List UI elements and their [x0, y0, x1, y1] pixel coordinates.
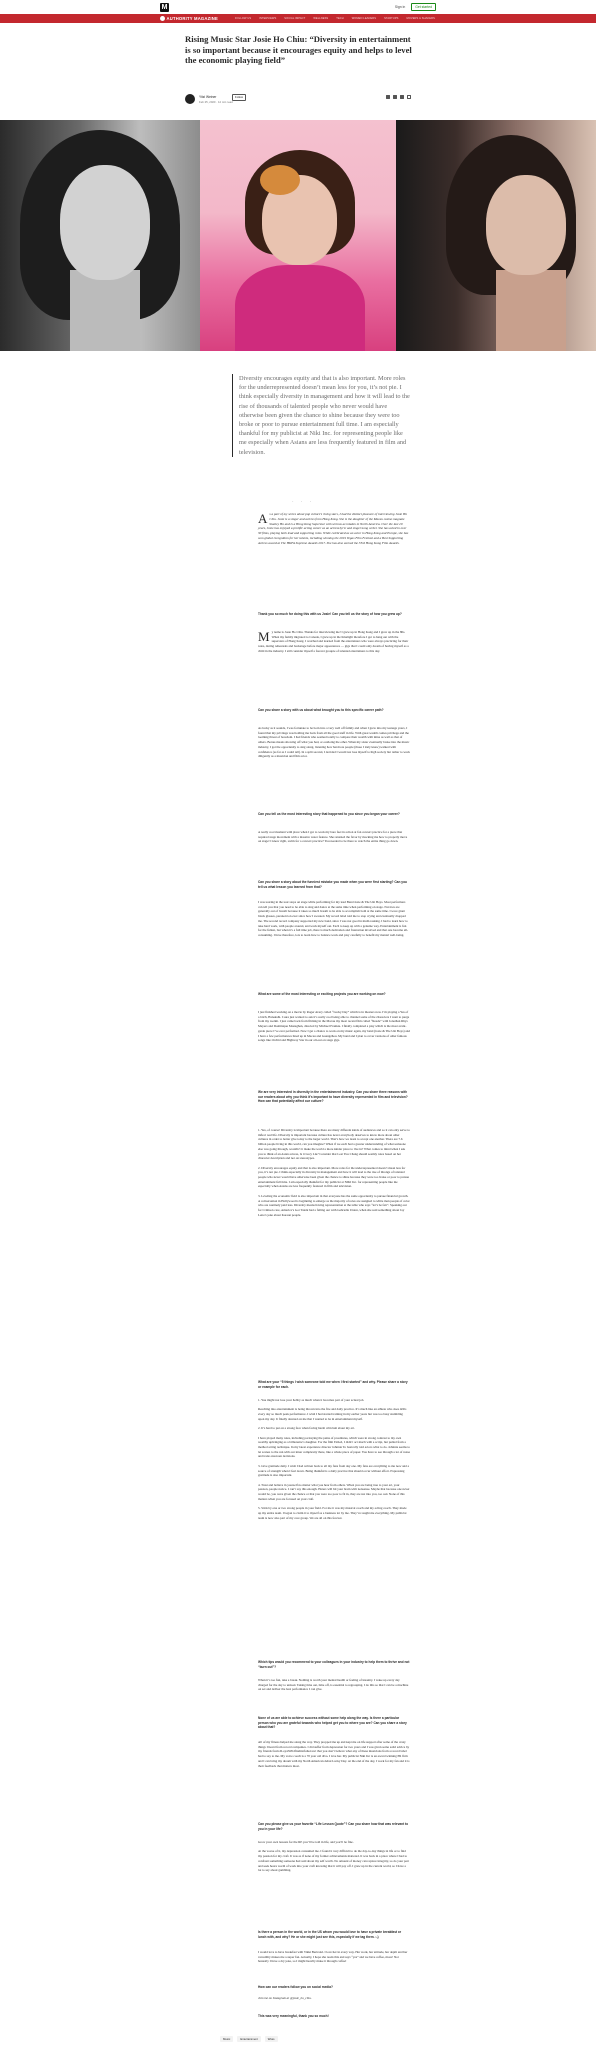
- question-3: Can you tell us the most interesting story that happened to you since you began your career?: [258, 812, 400, 816]
- nav-item-wellness[interactable]: WELLNESS: [313, 17, 329, 21]
- nav-item-follow-us[interactable]: FOLLOW US: [235, 17, 252, 21]
- bookmark-icon[interactable]: [407, 95, 411, 99]
- nav-item-women-leaders[interactable]: WOMEN LEADERS: [351, 17, 377, 21]
- get-started-button[interactable]: Get started: [411, 3, 436, 11]
- answer-4: I was touring in the tour stops on stage while performing for my lead Band Josie & The Uni Boys. Most performers can tell you that you need to be able to sing and dance at the same time when performing on stage. Novices are generally out of breath because it takes so much breath to be able to accomplish both at the same time. I wore giant black glasses, paranoid on ever since how I sweated. My record label told me to stop crying and eventually dropped me. The second record company supported my new band, since I was not good in multi-tasking. I had to learn how to take hard work, with people around, and work myself out. Each to keep up with a genuine way. Entertainment is fun for the fullest, but when it's a full time job, there is much dedication and frustration involved and that one become all-consuming. I have therefore, lots to learn how to balance work and play carefully to benefit my mental well-being.: [258, 900, 409, 937]
- publication-name: AUTHORITY MAGAZINE: [166, 16, 218, 21]
- question-9: None of us are able to achieve success without some help along the way. Is there a particular person who you are grateful towards who helped get you to where you are? Can you share a story about that?: [258, 1716, 407, 1730]
- question-11: Is there a person in the world, or in the US whom you would love to have a private breakfast or lunch with, and why? He or she might just see this, especially if we tag them. :-): [258, 1930, 402, 1939]
- top-bar: [0, 0, 596, 14]
- question-13: This was very meaningful, thank you so much!: [258, 2014, 329, 2018]
- sign-in-link[interactable]: Sign in: [394, 5, 406, 9]
- answer-8: When it’s too fun, take a break. Nothing is worth your mental health or feeling of insanity. I wake up every day charged for the day to unload. Taking time out, time off, is essential to regrouping. I do this so that I can be a machine on set and deliver the best performance I can give.: [258, 1678, 409, 1692]
- hero-photo-right: [396, 120, 596, 351]
- author-avatar[interactable]: [185, 94, 195, 104]
- answer-1-dropcap: M: [258, 628, 270, 644]
- answer-12: Join me on Instagram at @josie_ho_chiu.: [258, 1996, 312, 2000]
- article-title: Rising Music Star Josie Ho Chiu: “Diversity in entertainment is so important because it encourages equity and helps to level the economic playing field”: [185, 34, 412, 66]
- tag-music[interactable]: Music: [220, 2036, 233, 2042]
- article-intro: [258, 512, 410, 546]
- hero-photo-center: [200, 120, 396, 351]
- nav-item-tech[interactable]: TECH: [336, 17, 344, 21]
- post-meta: Feb 25, 2020 · 12 min read: [199, 100, 233, 104]
- publication-nav-items: [235, 17, 435, 20]
- medium-logo[interactable]: M: [161, 4, 168, 11]
- question-2: Can you share a story with us about what brought you to this specific career path?: [258, 708, 384, 712]
- intro-text: s a part of my series about pop culture’s rising stars, I had the distinct pleasure of interviewing Josie Ho Chiu. Josie is a singer and actress from Hong Kong. She is the daughter of the Macau casino magnate Stanley Ho and is a Hong Kong Superstar with serious accolades in North America. Over the last 20 years, Josie has enjoyed a prolific acting career as an actress/lyric and singer/song writer. She has acted in over 30 films, playing both lead and supporting roles. While celebrated as an actor in Hong Kong and Europe, she has won global recognition for her talents, including winning the 2019 Vegas Film Festival and a Best Supporting Actress award at The HKFA Supreme Awards 2017. She has also earned the 33rd Hong Kong Film Awards.: [258, 512, 409, 545]
- question-1: Thank you so much for doing this with us Josie! Can you tell us the story of how you grew up?: [258, 612, 402, 616]
- tag-wsss[interactable]: Wsss: [265, 2036, 278, 2042]
- article-tags: [220, 2036, 278, 2042]
- nav-item-startups[interactable]: STARTUPS: [384, 17, 399, 21]
- answer-5: I just finished working on a movie by Roger Avery called “Lucky Day” which is in theaters now. I’m playing a Yes of a bitch, Hanakshi. I sure just wanted to ask it’s really cool being able to channel some of the characters I want to purge from my toolkit. I just came back from filming in the Macau my most recent film called “Reade” with Jonathan Rhys Meyers and Dominique Monaghan, directed by Michael Frankie. I finally completed a play which is the most avant-garde piece I’ve ever performed. Now I get a chance to work on my music again, my band (Josie & The Uni Boys) and I have a few performances lined up in Macau and Guangzhou. My band and I plan to cover versions of other famous songs like Orchid and Highway Star in our all-out on stage gigs.: [258, 1010, 410, 1043]
- tag-entertainment[interactable]: Entertainment: [237, 2036, 260, 2042]
- answer-10: Grow your own lessons for the RE you’ll be told in life, and you’ll be fine. At the worse of it, my depression consumed me. I found it very difficult to do the day-to-day things in life or to find my passion for my craft. It was as if none of my former achievements mattered. It was back in a place where I had to confront something someone had said about my self worth. No amount of money can replace integrity, so do your part and seek hours worth of work into your craft knowing that it will pay off. I grew up in the current world, so I have a lot to say about gambling.: [258, 1840, 409, 1873]
- author-row: [185, 94, 411, 106]
- publication-logo[interactable]: [160, 16, 218, 21]
- publication-badge-icon: [160, 16, 165, 21]
- share-icons: [386, 95, 411, 99]
- answer-3: A really cool moment with place when I got to work my bare feet in action at fan concert practice for a piece that required stage movement with a massive water feature. She returned the favor by mocking me how to properly move on stage! I know right, swim for a concert practice? You needed to be there to watch the entire thing go down.: [258, 830, 408, 844]
- question-6: We are very interested in diversity in the entertainment industry. Can you share three reasons with our readers about why you think it’s important to have diversity represented in film and television? How can that potentially affect our culture?: [258, 1090, 408, 1104]
- question-7: What are your “5 things I wish someone told me when I first started” and why. Please share a story or example for each.: [258, 1380, 408, 1389]
- nav-item-interviews[interactable]: INTERVIEWS: [259, 17, 277, 21]
- question-12: How can our readers follow you on social media?: [258, 1985, 333, 1989]
- answer-9: All of my fitness helped me along the way. They propped me up and kept me on life support after some of the crazy things I heard from record companies. I did suffer from depression for two years and I was given some solid advice by my friends from #LoyalWildfireKinfolkcrewt that you don’t believe what any of these musicians from a record label had to say to me. My voice coach is a 70 year old diva. I love her. My publicist Niki Inc is an award winning PR firm and I can bring my dream with my North American debut Lucky Day. At the end of the day, I work for my fan and it is their feedback that matters most.: [258, 1740, 410, 1768]
- answer-6: 1. Yes, of course! Diversity is important because there are many different kinds of audiences and so it can only serve to inflect real life. Diversity is important because culture has never everybody deserves to know more about other cultures in order to better give today to the larger world. That’s how we learn to accept one another. There are 7.6 billion people living in this world, can you imagine? When if we each had a greater understanding of what someone else was going through, wouldn’t it make the world a more kinder place to live in? What comes to mind when I ask you to think of an Asian actress, Is it Lucy Liu? Consider that Lost You Chang should seemly roles based on her character description and not on stereotypes. 2. Diversity encourages equity and that is also important. More roles for the underrepresented doesn’t mean less for you, it’s not pie. I think especially in diversity in management and how it will lead to the rise of throngs of talented people who never would have otherwise been given the chance to shine because they were too broke or poor to pursue entertainment full time. I am especially thankful for my publicist at NIKI Inc. for representing people like me especially when Asians are less frequently featured in film and television. 3. Leveling the economic field is also important in that everyone has the same opportunity to pursue financial growth. A conversation in Hollywood is beginning to emerge as the majority of roles are assigned to white men people of color who are routinely paid less. Diversity means having representation at the table who says “let’s be fair”. Speaking out for Crimson care, America’s Got Talent had a falling out with Gabrielle Union, when she said something about Jay Leno’s joke about Korean people.: [258, 1128, 410, 1217]
- top-right-actions: [395, 3, 436, 11]
- facebook-icon[interactable]: [400, 95, 404, 99]
- answer-1: My name is Josie Ho Chiu. Thanks for interviewing me! I grew up in Hong Kong and I grew up in the 80s. When my family migrated to Canada, I grew up in the limelight therefore I got to hang out with the superstars of Hong Kong. I watched and learned from the entertainers who were always practicing for their roles, during rehearsals and backstage before major appearances — gigs that I could only dream of having myself as a child in the industry. I still consider myself a forever groupie of talented entertainers to this day.: [258, 628, 409, 653]
- question-5: What are some of the most interesting or exciting projects you are working on now?: [258, 992, 386, 996]
- answer-2: As lucky as it sounds, I was fortunate to be born into a very well off family and when I grew into my teenage years, I found that my privilege was holding me back from all the good stuff in life. With great wealth comes privilege and the looming threat of boredom. I had friends who seemed totally to compare their wealth with mine as well as that of others. Bonus means showing off what you had, or outdoing the other. When my sister eventually broke into the music industry, I got the opportunity to sing along, listening how hardcore people (those I truly knew) walked with confidence (as far as I could tell). In a split second, I decided I would not lose myself to high society but rather to work diligently as a musician and film actor.: [258, 726, 410, 759]
- pull-quote: Diversity encourages equity and that is also important. More roles for the underrepresented doesn’t mean less for you, it’s not pie. I think especially diversity in management and how it will lead to the rise of thousands of talented people who never would have otherwise been given the chance to shine because they were too broke or poor to pursue entertainment full time. I am especially thankful for my publicist at Niki Inc. for representing people like me especially when Asians are less frequently featured in film and television.: [232, 374, 410, 457]
- hero-image-triptych: [0, 120, 596, 351]
- section-separator: · · ·: [292, 500, 315, 505]
- question-10: Can you please give us your favorite “Life Lesson Quote”? Can you share how that was relevant to you in your life?: [258, 1822, 409, 1831]
- question-4: Can you share a story about the funniest mistake you made when you were first starting? Can you tell us what lesson you learned from that?: [258, 880, 407, 889]
- author-name[interactable]: Yitzi Weiner: [199, 94, 217, 99]
- linkedin-icon[interactable]: [393, 95, 397, 99]
- question-8: Which tips would you recommend to your colleagues in your industry to help them to thrive and not “burn out”?: [258, 1660, 410, 1669]
- answer-7: 1. You might not lose your hobby as much when it becomes part of your actual job. Reaching into entertainment is being thrown into the fire and daily practice. It’s much like an athlete who does drills every day so much peak performance. I wish I had started training in my earlier years but was too busy stumbling upon my day. It finally dawned on me that I wanted to be in entertainment myself. 2. It’s hard to put on a strong face when facing harsh criticism about my art. I have played many roles, including portraying the pains of prostitutes, which were in strong contrast to my own wealthy upbringing as a billionaire’s daughter. For the film Exiled, I didn’t act much with a script, but pulled from a method acting technique. In my latest experience director Johnnie To basically told actors what to do. Johnnie seems to let scenes to the run with our inner complexity there, like a whole piece of paper. You have to see through a lot of noise and trade onscreen decisions. 3. Give gratitude daily. I wish I had written back to all my fans from day one. My fans are everything to me now and a source of strength when I feel down. Being thankful is a daily practice that should occur without effort. Expressing gratitude is also important. 4. Trust and believe in yourself no matter what you hear from others. When you are being true to your art, your passion, people notice. I can’t say this enough. Haters will hit your brain with nonsense. Maybe that because one never would be, you were given the chance or that you were too poor to fit in, they are not into you, too sad. None of this matters when you are focused on your craft. 5. Stick by one or two strong people in your field. For me it was my musical coach and my acting coach. They made up my entire team. I began to claim it to myself as a business lot by me. They’ve taught me everything. My publicist team is now also part of my core group. We are all on this forever.: [258, 1398, 410, 1520]
- twitter-icon[interactable]: [386, 95, 390, 99]
- follow-button[interactable]: Follow: [232, 94, 246, 101]
- nav-item-movers-shakers[interactable]: MOVERS & SHAKERS: [406, 17, 435, 21]
- hero-photo-left: [0, 120, 200, 351]
- answer-11: I would love to have breakfast with Vikki Bertrand. I love her in every way. Her work, her attitude, her depth and her versatility makes me a super fan. Actually, I hope she reads this and says “yes” and we have coffee, more! Not honestly I have a dry joke, so I might heavily make it through coffee!: [258, 1950, 408, 1964]
- publication-nav: [0, 14, 596, 23]
- nav-item-social-impact[interactable]: SOCIAL IMPACT: [284, 17, 306, 21]
- intro-dropcap: A: [258, 510, 268, 526]
